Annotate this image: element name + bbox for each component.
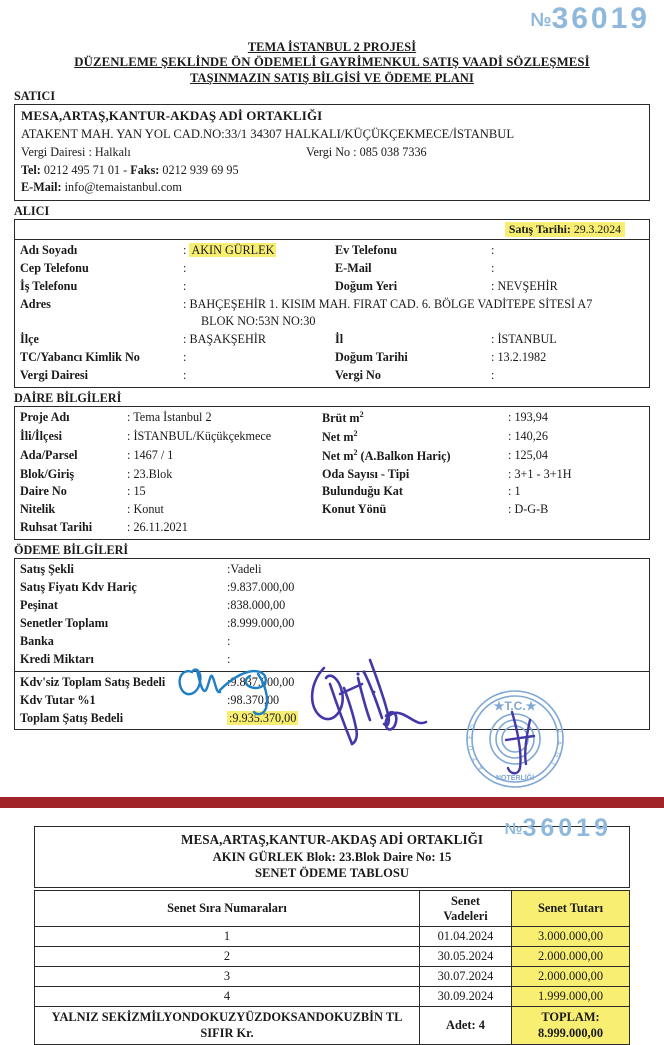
flat-rooms-value: : 3+1 - 3+1H: [508, 466, 572, 481]
svg-text:I: I: [549, 761, 557, 766]
payment-label: Kredi Miktarı: [20, 651, 94, 666]
flat-net-nobalcony-value: : 125,04: [508, 447, 548, 462]
seller-tax-number: Vergi No : 085 038 7336: [306, 144, 427, 159]
payment-row: [15, 597, 649, 615]
flat-net-nobalcony-label: Net $m^2$ (A.Balkon Hariç): [322, 447, 451, 463]
buyer-email-value: :: [491, 260, 498, 275]
seller-box: [14, 104, 650, 201]
bottom-document: [34, 826, 630, 1045]
buyer-row-tax: [15, 367, 649, 385]
cell-note-amount: 3.000.000,00: [512, 927, 630, 947]
flat-quality-label: Nitelik: [20, 502, 56, 517]
seller-tel-value: 0212 495 71 01: [43, 162, 121, 177]
svg-text:Ğ: Ğ: [553, 751, 561, 758]
flat-direction-value: : D-G-B: [508, 502, 549, 517]
flat-block-value: : 23.Blok: [127, 466, 173, 481]
buyer-work-phone-label: İş Telefonu: [20, 278, 78, 293]
flat-empty-value: [508, 519, 649, 537]
buyer-city-value: : İSTANBUL: [491, 332, 557, 347]
seller-address: ATAKENT MAH. YAN YOL CAD.NO:33/1 34307 HALKALI/KÜÇÜKÇEKMECE/İSTANBUL: [21, 126, 515, 141]
promissory-note-table: [34, 890, 630, 1045]
flat-row-project: [15, 409, 649, 428]
payment-label: Peşinat: [20, 597, 58, 612]
seller-company-name: MESA,ARTAŞ,KANTUR-AKDAŞ ADİ ORTAKLIĞI: [21, 108, 323, 124]
payment-value: :8.999.000,00: [227, 615, 295, 630]
buyer-row-mobile: [15, 260, 649, 278]
flat-city-district-value: : İSTANBUL/Küçükçekmece: [127, 428, 272, 443]
buyer-address-value: : BAHÇEŞEHİR 1. KISIM MAH. FIRAT CAD. 6. BÖLGE VADİTEPE SİTESİ A7: [183, 296, 593, 311]
seller-tax-row: [21, 144, 643, 162]
seller-contact-row: [21, 162, 643, 180]
svg-text:O: O: [469, 723, 478, 731]
buyer-tax-office-label: Vergi Dairesi: [20, 367, 89, 382]
serial-number-bottom: [505, 814, 612, 843]
signature-seller: [300, 648, 450, 758]
svg-text:A: A: [555, 740, 563, 746]
cell-note-date: 01.04.2024: [420, 927, 512, 947]
sales-date-label: Satış Tarihi:: [508, 222, 571, 237]
title-line-1: TEMA İSTANBUL 2 PROJESİ: [247, 40, 417, 54]
serial-number-bottom-value: 36019: [522, 814, 612, 842]
payment-value: :9.837.000,00: [227, 579, 295, 594]
bottom-buyer-line: AKIN GÜRLEK Blok: 23.Blok Daire No: 15: [212, 849, 452, 864]
buyer-address-label: Adres: [20, 296, 51, 311]
seller-email-value: info@temaistanbul.com: [64, 180, 182, 195]
buyer-birth-date-label: Doğum Tarihi: [335, 350, 408, 365]
flat-row-parcel: [15, 447, 649, 466]
flat-number-value: : 15: [127, 484, 146, 499]
serial-prefix-bottom-icon: №: [504, 821, 523, 838]
table-header-row: [35, 891, 630, 927]
payment-label: Banka: [20, 633, 54, 648]
flat-row-permit: [15, 519, 649, 537]
flat-city-district-label: İli/İlçesi: [20, 428, 62, 443]
buyer-birth-place-value: : NEVŞEHİR: [491, 278, 558, 293]
flat-number-label: Daire No: [20, 484, 67, 499]
notary-stamp-icon: [460, 684, 570, 794]
seller-tel-label: Tel:: [21, 162, 41, 177]
buyer-work-phone-value: :: [183, 278, 190, 293]
cell-note-amount: 2.000.000,00: [512, 947, 630, 967]
svg-text:NOTERLİĞİ: NOTERLİĞİ: [495, 775, 535, 782]
bottom-company-name: MESA,ARTAŞ,KANTUR-AKDAŞ ADİ ORTAKLIĞI: [181, 832, 483, 847]
flat-row-city: [15, 428, 649, 447]
flat-gross-label: Brüt $m^2$: [322, 409, 364, 425]
seller-email-row: [21, 179, 643, 197]
cell-note-amount: 2.000.000,00: [512, 967, 630, 987]
table-row: [35, 927, 630, 947]
buyer-birth-date-value: : 13.2.1982: [491, 350, 547, 365]
flat-details-box: [14, 406, 650, 540]
cell-note-date: 30.07.2024: [420, 967, 512, 987]
flat-net-value: : 140,26: [508, 428, 548, 443]
buyer-name-highlight: AKIN GÜRLEK: [191, 243, 275, 258]
flat-project-label: Proje Adı: [20, 409, 70, 424]
top-document: [14, 40, 650, 730]
flat-gross-value: : 193,94: [508, 409, 548, 424]
buyer-details-box: [14, 239, 650, 388]
svg-text:★T.C.★: ★T.C.★: [493, 699, 537, 713]
cell-note-no: 2: [35, 947, 420, 967]
flat-row-number: [15, 483, 649, 501]
seller-fax-value: 0212 939 69 95: [162, 162, 239, 177]
payment-total-value: :9.837.000,00: [227, 674, 295, 689]
buyer-id-label: TC/Yabancı Kimlik No: [20, 350, 140, 365]
flat-floor-label: Bulunduğu Kat: [322, 484, 403, 499]
document-titles: [14, 40, 650, 86]
table-total-row: [35, 1007, 630, 1044]
payment-value: :: [227, 651, 231, 666]
payment-row: [15, 561, 649, 579]
seller-tax-office: Vergi Dairesi : Halkalı: [21, 144, 131, 159]
flat-direction-label: Konut Yönü: [322, 502, 387, 517]
cell-grand-total: [512, 1007, 630, 1044]
amount-words-l1: YALNIZ SEKİZMİLYONDOKUZYÜZDOKSANDOKUZBİN TL: [51, 1010, 403, 1025]
th-note-dates-l1: Senet: [451, 894, 480, 909]
table-row: [35, 947, 630, 967]
flat-permit-label: Ruhsat Tarihi: [20, 519, 93, 534]
buyer-row-id: [15, 349, 649, 367]
th-note-numbers: Senet Sıra Numaraları: [35, 891, 420, 927]
grand-total-value: 8.999.000,00: [537, 1026, 604, 1041]
flat-row-quality: [15, 501, 649, 519]
flat-parcel-value: : 1467 / 1: [127, 447, 174, 462]
cell-amount-in-words: [35, 1007, 420, 1044]
seller-fax-label: Faks:: [130, 162, 160, 177]
cell-note-count: Adet: 4: [420, 1007, 512, 1044]
red-divider-band: [0, 797, 664, 808]
flat-section-label: DAİRE BİLGİLERİ: [14, 390, 122, 405]
sales-date-badge: [505, 222, 625, 237]
table-row: [35, 967, 630, 987]
signature-buyer: [170, 650, 290, 720]
flat-parcel-label: Ada/Parsel: [20, 447, 78, 462]
buyer-name-value: : AKIN GÜRLEK: [183, 243, 275, 258]
th-note-dates-l2: Vadeleri: [443, 908, 488, 923]
payment-label: Senetler Toplamı: [20, 615, 109, 630]
cell-note-amount: 1.999.000,00: [512, 987, 630, 1007]
payment-section-label: ÖDEME BİLGİLERİ: [14, 542, 129, 557]
payment-grand-total-value: :9.935.370,00: [229, 710, 297, 725]
buyer-id-value: :: [183, 350, 190, 365]
sales-date-value: 29.3.2024: [573, 222, 621, 237]
cell-note-date: 30.05.2024: [420, 947, 512, 967]
buyer-birth-place-label: Doğum Yeri: [335, 278, 398, 293]
buyer-home-phone-label: Ev Telefonu: [335, 243, 397, 258]
contact-separator: -: [123, 162, 128, 177]
flat-rooms-label: Oda Sayısı - Tipi: [322, 466, 410, 481]
title-line-2: DÜZENLEME ŞEKLİNDE ÖN ÖDEMELİ GAYRİMENKUL SATIŞ VAADİ SÖZLEŞMESİ: [74, 55, 590, 70]
buyer-address-value-line2: BLOK NO:53N NO:30: [201, 314, 316, 329]
cell-note-no: 3: [35, 967, 420, 987]
svg-text:K: K: [554, 728, 563, 735]
flat-quality-value: : Konut: [127, 502, 164, 517]
signature-area: [0, 648, 664, 788]
buyer-row-work-phone: [15, 278, 649, 296]
table-row: [35, 987, 630, 1007]
flat-empty-label: [322, 519, 508, 537]
buyer-district-label: İlçe: [20, 332, 39, 347]
title-line-3: TAŞINMAZIN SATIŞ BİLGİSİ VE ÖDEME PLANI: [190, 70, 474, 85]
payment-value: :Vadeli: [227, 562, 262, 577]
flat-floor-value: : 1: [508, 484, 521, 499]
payment-total-label: Toplam Şatış Bedeli: [20, 710, 124, 725]
cell-note-no: 4: [35, 987, 420, 1007]
bottom-table-title: SENET ÖDEME TABLOSU: [255, 866, 409, 881]
buyer-section-label: ALICI: [14, 203, 50, 218]
cell-note-date: 30.09.2024: [420, 987, 512, 1007]
serial-number-top: [530, 2, 650, 36]
buyer-row-name: [15, 242, 649, 260]
amount-words-l2: SIFIR Kr.: [200, 1026, 254, 1041]
buyer-tax-no-label: Vergi No: [335, 367, 381, 382]
buyer-email-label: E-Mail: [335, 260, 372, 275]
buyer-row-district: [15, 331, 649, 349]
svg-text:T: T: [468, 735, 476, 741]
buyer-mobile-value: :: [183, 260, 190, 275]
payment-row: [15, 615, 649, 633]
sales-date-bar: [14, 219, 650, 239]
buyer-tax-no-value: :: [491, 367, 498, 382]
flat-net-label: Net $m^2$: [322, 428, 358, 444]
payment-value: :838.000,00: [227, 597, 286, 612]
cell-note-no: 1: [35, 927, 420, 947]
serial-prefix-icon: №: [530, 10, 552, 31]
buyer-mobile-label: Cep Telefonu: [20, 260, 89, 275]
buyer-row-address: [15, 296, 649, 314]
buyer-tax-office-value: :: [183, 367, 190, 382]
payment-total-value: :98.370,00: [227, 692, 280, 707]
buyer-name-label: Adı Soyadı: [20, 243, 78, 258]
payment-label: Satış Fiyatı Kdv Hariç: [20, 579, 137, 594]
svg-text:Z: Z: [471, 755, 480, 763]
payment-label: Satış Şekli: [20, 562, 74, 577]
th-note-amount: Senet Tutarı: [512, 891, 630, 927]
flat-block-label: Blok/Giriş: [20, 466, 75, 481]
th-note-dates: [420, 891, 512, 927]
svg-text:A: A: [477, 763, 486, 772]
payment-value: :: [227, 633, 231, 648]
buyer-home-phone-value: :: [491, 243, 498, 258]
seller-email-label: E-Mail:: [21, 180, 62, 195]
serial-number-value: 36019: [551, 2, 650, 35]
flat-permit-value: : 26.11.2021: [127, 519, 188, 534]
buyer-city-label: İl: [335, 332, 344, 347]
payment-total-label: Kdv'siz Toplam Satış Bedeli: [20, 674, 166, 689]
seller-section-label: SATICI: [14, 88, 56, 103]
flat-project-value: : Tema İstanbul 2: [127, 409, 212, 424]
payment-row: [15, 579, 649, 597]
buyer-district-value: : BAŞAKŞEHİR: [183, 332, 266, 347]
svg-text:U: U: [468, 745, 476, 751]
grand-total-label: TOPLAM:: [541, 1010, 600, 1025]
payment-total-label: Kdv Tutar %1: [20, 692, 96, 707]
flat-row-block: [15, 466, 649, 484]
